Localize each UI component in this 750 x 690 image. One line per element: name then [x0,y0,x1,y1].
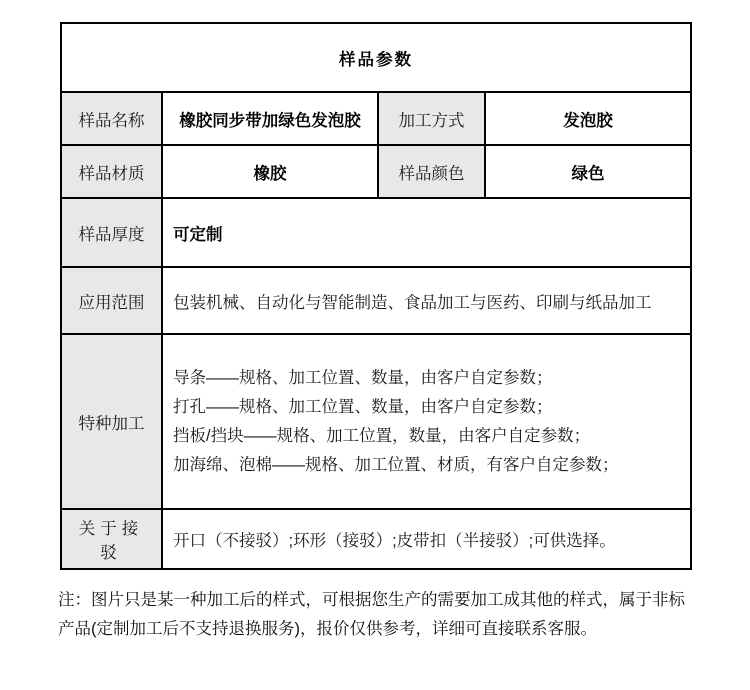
label-joint-options: 关于接驳 [61,509,162,569]
value-processing-method: 发泡胶 [485,92,691,145]
label-processing-method: 加工方式 [378,92,485,145]
row-joint-options [61,509,691,569]
value-sample-thickness: 可定制 [162,198,691,267]
title-row [61,23,691,92]
label-sample-name: 样品名称 [61,92,162,145]
footnote-line-1: 注：图片只是某一种加工后的样式，可根据您生产的需要加工成其他的样式，属于非标 [58,591,685,609]
value-joint-options: 开口（不接驳）;环形（接驳）;皮带扣（半接驳）;可供选择。 [162,509,691,569]
special-processing-line-4: 加海绵、泡棉——规格、加工位置、材质，有客户自定参数； [173,455,619,474]
footnote [58,586,718,644]
footnote-line-2: 产品(定制加工后不支持退换服务)，报价仅供参考，详细可直接联系客服。 [58,620,597,638]
special-processing-line-3: 挡板/挡块——规格、加工位置，数量，由客户自定参数； [173,426,591,445]
value-special-processing [162,334,691,509]
special-processing-line-1: 导条——规格、加工位置、数量，由客户自定参数； [173,368,553,387]
label-sample-material: 样品材质 [61,145,162,198]
row-special-processing [61,334,691,509]
row-sample-material [61,145,691,198]
sample-parameters-table [60,22,692,570]
label-application-range: 应用范围 [61,267,162,334]
value-sample-color: 绿色 [485,145,691,198]
row-sample-name [61,92,691,145]
label-sample-thickness: 样品厚度 [61,198,162,267]
label-special-processing: 特种加工 [61,334,162,509]
table-title: 样品参数 [61,23,691,92]
value-sample-name: 橡胶同步带加绿色发泡胶 [162,92,378,145]
value-application-range: 包装机械、自动化与智能制造、食品加工与医药、印刷与纸品加工 [162,267,691,334]
value-sample-material: 橡胶 [162,145,378,198]
row-sample-thickness [61,198,691,267]
row-application-range [61,267,691,334]
special-processing-line-2: 打孔——规格、加工位置、数量，由客户自定参数； [173,397,553,416]
label-sample-color: 样品颜色 [378,145,485,198]
